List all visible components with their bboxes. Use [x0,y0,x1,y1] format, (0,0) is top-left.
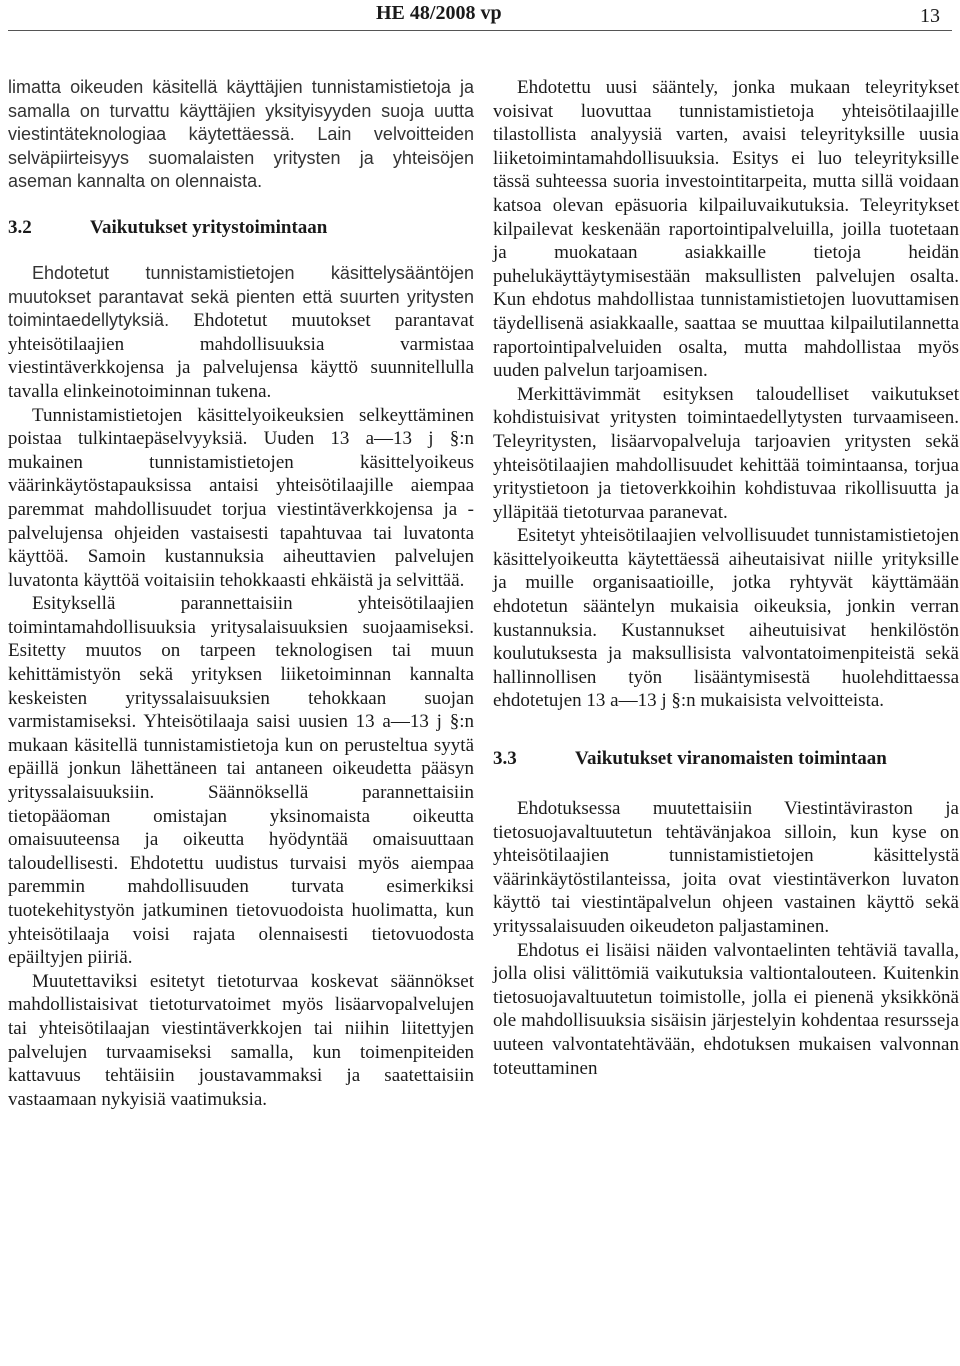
paragraph: Ehdotettu uusi sääntely, jonka mukaan teleyritykset voisivat luovuttaa tunnistamistietoja yhteisötilaajille tilastollista analyysiä varten, avaisi teleyrityksille uusia liiketoimintamahdollisuuksia. Esitys ei luo teleyrityksille tässä suhteessa suoria investointitarpeita, mutta sillä voidaan katsoa olevan epäsuoria kilpailuvaikutuksia. Teleyritykset kilpailevat keskenään raportointipalveluilla, joilla tuotetaan ja muokataan asiakkaille tietoja heidän puhelukäyttäytymisestään maksullisten palvelujen osalta. Kun ehdotus mahdollistaa tunnistamistietojen luovuttamisen täydellisenä asiakkaalle, saattaa se muuttaa kilpailutilannetta raportointipalveluiden osalta, mutta mahdollistaa myös uuden palvelun tarjoamisen. [493,77,959,382]
paragraph: Esitetyt yhteisötilaajien velvollisuudet tunnistamistietojen käsittelyoikeutta käytettäessä aiheutaisivat niille yrityksille ja muille organisaatioille, jotka ryhtyvät käyttämään ehdotetun sääntelyn mukaisia oikeuksia, jonkin verran kustannuksia. Kustannukset aiheutuisivat henkilöstön koulutuksesta ja maksullisista valvontatoimenpiteistä sekä hallinnollisen työn lisääntymisestä huolehdittaessa ehdotetujen 13 a—13 j §:n mukaisista velvoitteista. [493,525,959,712]
header-rule [8,30,952,31]
paragraph: Tunnistamistietojen käsittelyoikeuksien selkeyttäminen poistaa tulkintaepäselvyyksiä. Uuden 13 a—13 j §:n mukainen tunnistamistietojen käsittelyoikeus väärinkäytöstapauksissa antaisi yhteisötilaajille aiempaa paremmat mahdollisuudet torjua viestintäverkkojensa ja -palvelujensa ohjeiden vastaisesti tapahtuvaa tai luvatonta käyttöä. Samoin kustannuksia aiheuttavien palvelujen luvatonta käyttöä voitaisiin tehokkaasti ehkäistä ja selvittää. [8,404,474,591]
intro-paragraph: limatta oikeuden käsitellä käyttäjien tunnistamistietoja ja samalla on turvattu käyttäjien yksityisyyden suoja uutta viestintäteknologiaa käytettäessä. Lain velvoitteiden selväpiirteisyys suomalaisten yritysten ja yhteisöjen aseman kannalta on olennaista. [8,77,474,192]
document-id: HE 48/2008 vp [376,2,502,24]
page-header [0,0,960,40]
paragraph: Muutettaviksi esitetyt tietoturvaa koskevat säännökset mahdollistaisivat tietoturvatoimet myös lisäarvopalvelujen tai yhteisötilaajan viestintäverkkojen tai niihin liitettyjen palvelujen turvaamiseksi samalla, kun toimenpiteiden kattavuus tehtäisiin joustavammaksi ja saatettaisiin vastaamaan nykyisiä vaatimuksia. [8,970,474,1110]
left-column [8,76,474,1111]
paragraph-serif-part: Ehdotetut muutokset parantavat yhteisötilaajien mahdollisuuksia varmistaa viestintäverkkojensa ja palvelujensa käyttö suunnitellulla tavalla elinkeinotoiminnan tukena. [8,310,475,402]
section-number: 3.3 [493,748,517,770]
page-number: 13 [920,5,940,27]
section-heading-3-2 [8,216,474,240]
paragraph: Ehdotus ei lisäisi näiden valvontaelinten tehtäviä tavalla, jolla olisi välittömiä vaikutuksia valtiontalouteen. Kuitenkin tietosuojavaltuutetun toimistolle, jolla ei pienenä yksikkönä ole mahdollisuuksia sisäisin järjestelyin kohdentaa resursseja uuteen valvontatehtävään, ehdotuksen mukaisen valvonnan toteuttaminen [493,939,959,1079]
paragraph-sans-part: Ehdotetut tunnistamistietojen käsittelysääntöjen muutokset parantavat sekä pienten että suurten yritysten toimintaedellytyksiä. [8,262,474,331]
paragraph: Ehdotuksessa muutettaisiin Viestintäviraston ja tietosuojavaltuutetun tehtävänjakoa silloin, kun kyse on yhteisötilaajien tunnistamistietojen käsittelystä väärinkäytöstilanteissa, joita ovat viestintäverkon luvaton käyttö tai viestintäpalvelun ohjeen vastainen käyttö sekä yrityssalaisuuden oikeudeton paljastaminen. [493,798,959,937]
paragraph [8,262,474,404]
section-title: Vaikutukset yritystoimintaan [90,216,328,238]
section-heading-3-3 [493,747,959,771]
right-column [493,76,959,1080]
section-number: 3.2 [8,216,32,238]
paragraph: Esityksellä parannettaisiin yhteisötilaajien toimintamahdollisuuksia yritysalaisuuksien suojaamiseksi. Esitetty muutos on tarpeen teknologisen tai muun kehittämistyön sekä yrityksen liiketoiminnan kannalta keskeisten yrityssalaisuuksien tehokkaan suojan varmistamiseksi. Yhteisötilaaja saisi uusien 13 a—13 j §:n mukaan käsitellä tunnistamistietoja kun on perusteltua syytä epäillä jonkun lähettäneen tai antaneen oikeudetta pääsyn yrityssalaisuuksiin. Säännöksellä parannettaisiin tietopääoman omistajan yksinomaista oikeutta omaisuuteensa ja oikeutta hyödyntää omaisuuttaan taloudellisesti. Ehdotettu uudistus turvaisi myös aiempaa paremmin mahdollisuuden turvata esimerkiksi tuotekehitystyön jatkuminen tietovuodoista huolimatta, kun yhteisötilaaja voisi rajata olennaisesti tietovuodosta epäiltyjen piiriä. [8,593,474,969]
paragraph: Merkittävimmät esityksen taloudelliset vaikutukset kohdistuisivat yritysten toimintaedellytysten turvaamiseen. Teleyritysten, lisäarvopalveluja tarjoavien yritysten sekä yhteisötilaajien mahdollisuudet kehittää toimintaansa, torjua yritystietoon ja tietoverkkoihin kohdistuvaa rikollisuutta ja ylläpitää tietoturvaa paranevat. [493,383,959,523]
section-title: Vaikutukset viranomaisten toimintaan [575,748,887,770]
